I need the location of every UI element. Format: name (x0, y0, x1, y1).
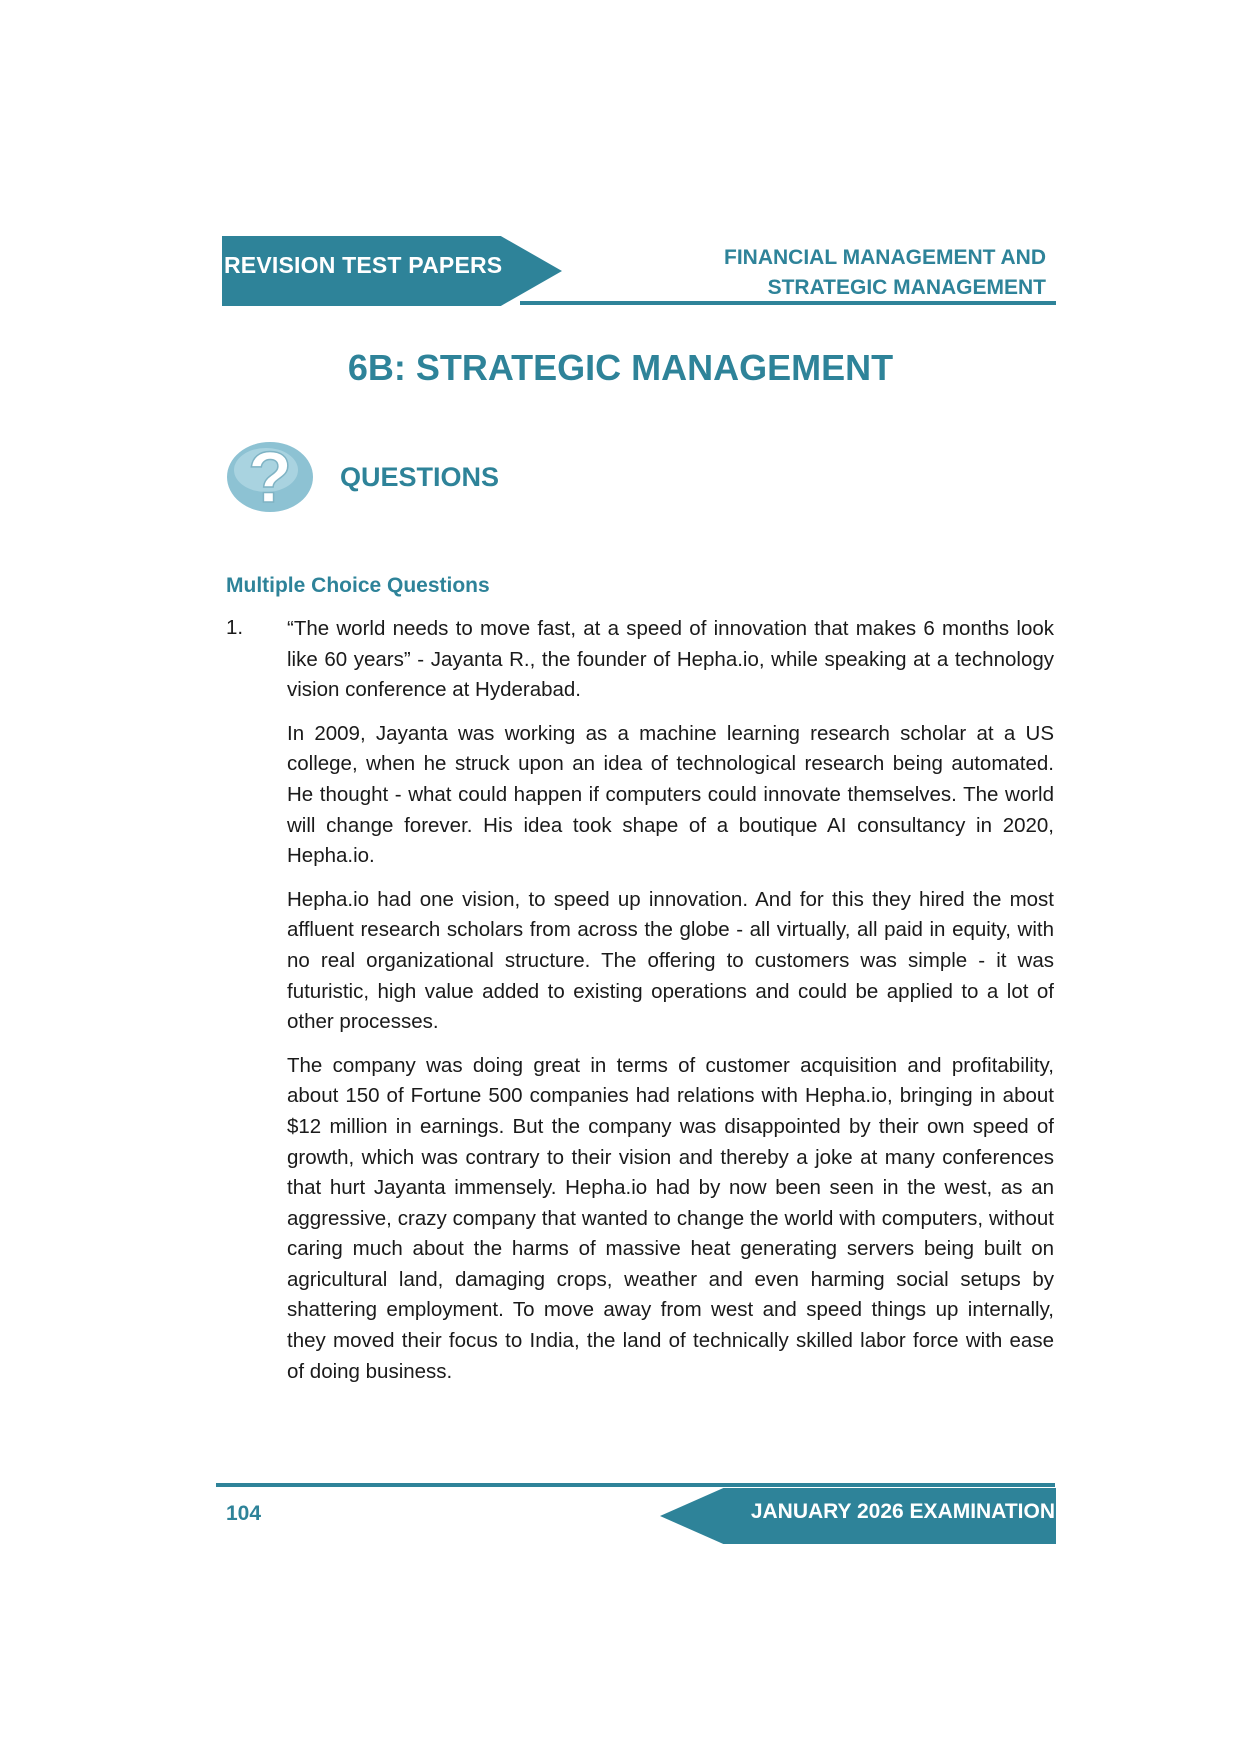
paragraph: “The world needs to move fast, at a speed of innovation that makes 6 months look like 60 years” - Jayanta R., the founder of Hepha.io, while speaking at a technology vision conference at Hyderabad. (287, 617, 1054, 702)
page-title: 6B: STRATEGIC MANAGEMENT (347, 347, 894, 388)
paragraph: In 2009, Jayanta was working as a machine learning research scholar at a US college, when he struck upon an idea of technological research being automated. He thought - what could happen if computers could innovate themselves. The world will change forever. His idea took shape of a boutique AI consultancy in 2020, Hepha.io. (287, 721, 1054, 868)
header-subject-line2: STRATEGIC MANAGEMENT (767, 276, 1046, 299)
header-subject (724, 243, 1046, 303)
section-heading: Multiple Choice Questions (226, 574, 490, 597)
svg-text:?: ? (248, 440, 292, 514)
footer-rule (216, 1483, 1055, 1487)
question-number: 1. (226, 616, 244, 639)
paragraph: Hepha.io had one vision, to speed up innovation. And for this they hired the most affluent research scholars from across the globe - all virtually, all paid in equity, with no real organizational structure. The offering to customers was simple - it was futuristic, high value added to existing operations and could be applied to a lot of other processes. (287, 887, 1054, 1034)
header-tab-label: REVISION TEST PAPERS (224, 252, 503, 278)
questions-heading: QUESTIONS (340, 462, 500, 492)
page-number: 104 (226, 1502, 262, 1525)
paragraph: The company was doing great in terms of customer acquisition and profitability, about 150 of Fortune 500 companies had relations with Hepha.io, bringing in about $12 million in earnings. But the company was disappointed by their own speed of growth, which was contrary to their vision and thereby a joke at many conferences that hurt Jayanta immensely. Hepha.io had by now been seen in the west, as an aggressive, crazy company that wanted to change the world with computers, without caring much about the harms of massive heat generating servers being built on agricultural land, damaging crops, weather and even harming social setups by shattering employment. To move away from west and speed things up internally, they moved their focus to India, the land of technically skilled labor force with ease of doing business. (287, 1053, 1054, 1383)
header-subject-line1: FINANCIAL MANAGEMENT AND (724, 246, 1046, 269)
question-body (287, 614, 1054, 1400)
footer-exam-label: JANUARY 2026 EXAMINATION (750, 1500, 1055, 1523)
question-mark-icon (226, 440, 314, 514)
